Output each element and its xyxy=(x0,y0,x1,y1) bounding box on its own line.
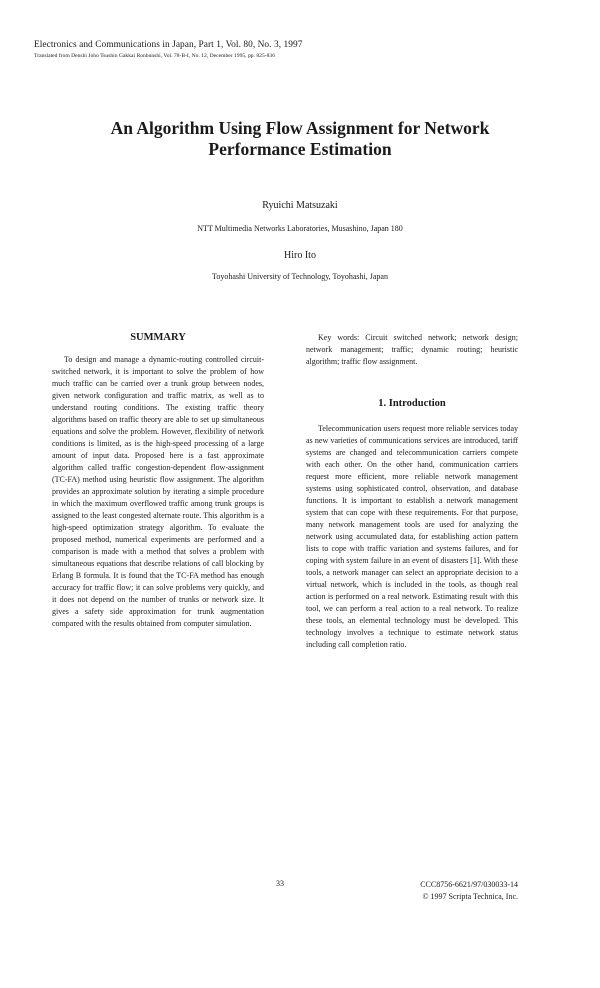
introduction-text: Telecommunication users request more reliable services today as new varieties of communications services are introduced, tariff systems are changed and telecommunication carriers compete with each other. On the other hand, communication carriers request more efficient, more reliable network management systems using sophisticated control, observation, and database functions. It is important to establish a network management system that can cope with these requirements. For that purpose, many network management tools are used for analyzing the network using accumulated data, for establishing action pattern lists to cope with traffic variation and systems failures, and for coping with system failure in an event of disasters [1]. With these tools, a network manager can select an appropriate decision to a virtual network, which is included in the tools, as though real action is performed on a real network. Estimating result with this tool, we can perform a real action to a real network. To realize these tools, an elemental technology must be developed. This technology involves a technique to estimate network status including call completion ratio. xyxy=(306,424,518,649)
introduction-heading: 1. Introduction xyxy=(378,398,446,409)
left-column xyxy=(52,332,264,630)
summary-heading: SUMMARY xyxy=(130,332,186,343)
author-2-affiliation: Toyohashi University of Technology, Toyohashi, Japan xyxy=(212,272,388,281)
author-1-affiliation: NTT Multimedia Networks Laboratories, Musashino, Japan 180 xyxy=(197,224,403,233)
title-line-1: An Algorithm Using Flow Assignment for Network xyxy=(110,118,490,138)
paper-title xyxy=(60,118,540,160)
keywords-text: Key words: Circuit switched network; network design; network management; traffic; dynamic routing; heuristic algorithm; traffic flow assignment. xyxy=(306,333,518,366)
copyright: © 1997 Scripta Technica, Inc. xyxy=(422,892,518,901)
translated-from-line: Translated from Denshi Joho Tsushin Gakkai Ronbunshi, Vol. 78-B-I, No. 12, December 1995, pp. 825-836 xyxy=(34,53,276,59)
journal-header: Electronics and Communications in Japan, Part 1, Vol. 80, No. 3, 1997 xyxy=(34,40,303,50)
article-code: CCC8756-6621/97/030033-14 xyxy=(420,880,518,889)
right-column xyxy=(306,332,518,651)
author-2-name: Hiro Ito xyxy=(284,250,316,261)
title-line-2: Performance Estimation xyxy=(208,139,392,159)
footer-code-block xyxy=(400,879,518,903)
author-1-name: Ryuichi Matsuzaki xyxy=(262,200,338,211)
page-number: 33 xyxy=(276,879,284,888)
summary-text: To design and manage a dynamic-routing controlled circuit-switched network, it is important to solve the problem of how much traffic can be carried over a trunk group between nodes, given network configuration and traffic matrix, as well as to understand routing conditions. The existing traffic theory algorithms based on traffic theory are able to set up simultaneous equations and solve the problem. However, flexibility of network conditions is limited, as is the high-speed processing of a large amount of input data. Proposed here is a fast approximate algorithm called traffic congestion-dependent flow-assignment (TC-FA) method using heuristic flow assignment. The algorithm provides an approximate solution by iterating a simple procedure in which the maximum overflowed traffic among trunk groups is assigned to the least congested alternate route. This algorithm is a high-speed optimization strategy algorithm. To evaluate the proposed method, numerical experiments are performed and a comparison is made with a method that solves a problem with simultaneous equations that describe relations of call blocking by Erlang B formula. It is found that the TC-FA method has enough accuracy for traffic flow; it can solve problems very quickly, and it does not depend on the number of trunks or network size. It gives a safety side approximation for trunk augmentation compared with the results obtained from computer simulation. xyxy=(52,355,264,628)
